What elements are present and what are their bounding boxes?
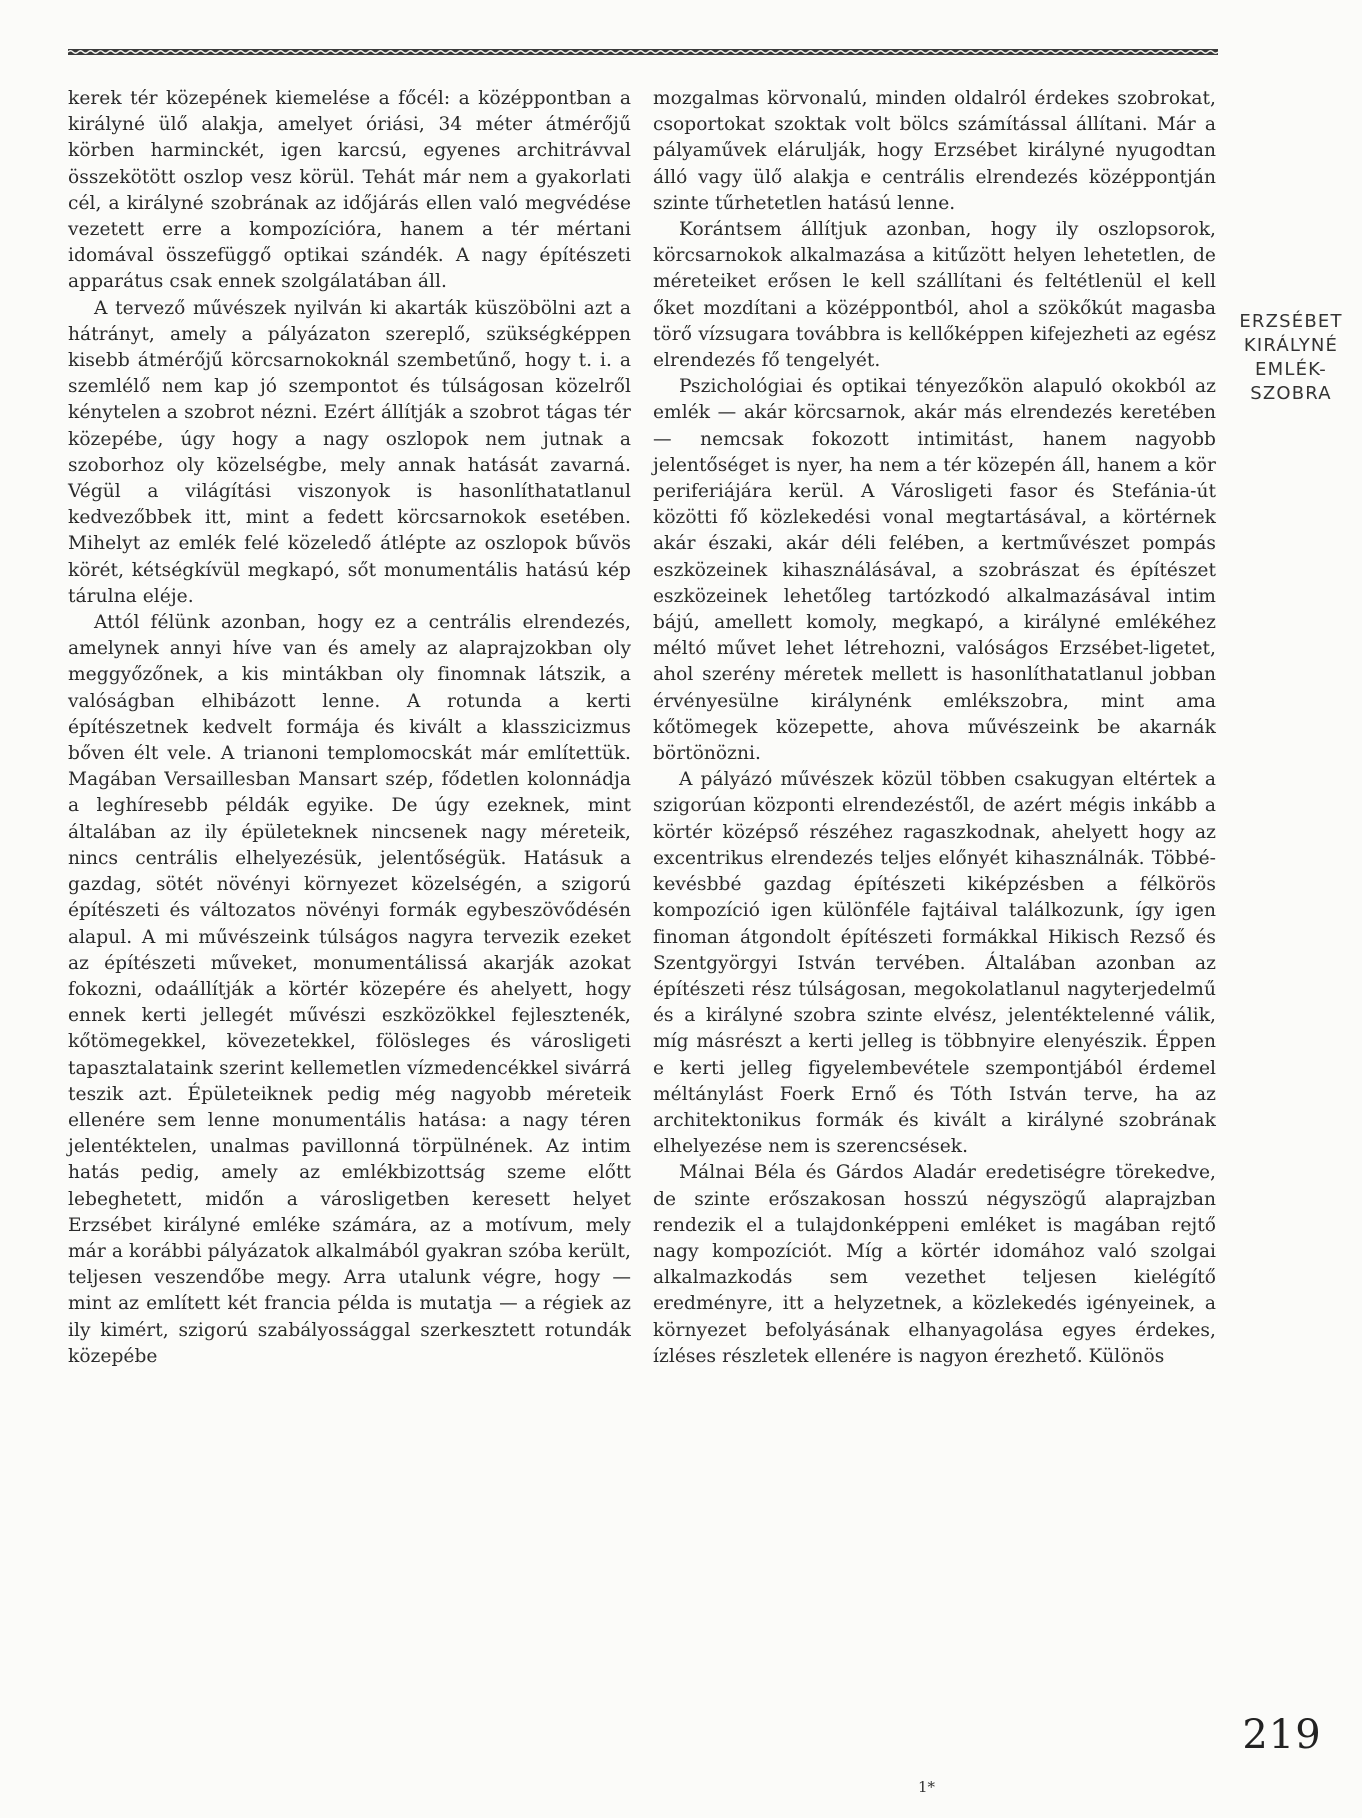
sidenote-line-1: ERZSÉBET (1239, 311, 1343, 332)
sidenote-line-3: EMLÉK- (1255, 359, 1327, 380)
left-paragraph-2: A tervező művészek nyilván ki akarták küszöbölni azt a hátrányt, amely a pályázaton szereplő, szükségképpen kisebb átmérőjű körcsarnokoknál szembetűnő, hogy t. i. a szemlélő nem kap jó szempontot és túlságosan közelről kénytelen a szobrot nézni. Ezért állítják a szobrot tágas tér közepébe, úgy hogy a nagy oszlopok nem jutnak a szoborhoz oly közelségbe, mely annak hatását zavarná. Végül a világítási viszonyok is hasonlíthatatlanul kedvezőbbek itt, mint a fedett körcsarnokok esetében. Mihelyt az emlék felé közeledő átlépte az oszlopok bűvös körét, kétségkívül megkapó, sőt monumentális hatású kép tárulna eléje. (68, 297, 631, 607)
decorative-header-rule (68, 46, 1218, 58)
sidenote-line-2: KIRÁLYNÉ (1243, 335, 1339, 356)
right-paragraph-1: mozgalmas körvonalú, minden oldalról érdekes szobrokat, csoportokat szoktak volt bölcs számítással állítani. Már a pályaművek elárulják, hogy Erzsébet királyné nyugodtan álló vagy ülő alakja e centrális elrendezés középpontján szinte tűrhetetlen hatású lenne. (653, 88, 1216, 214)
margin-sidenote (1226, 310, 1356, 406)
sidenote-line-4: SZOBRA (1250, 383, 1332, 404)
right-paragraph-3: Pszichológiai és optikai tényezőkön alapuló okokból az emlék — akár körcsarnok, akár más elrendezés keretében — nemcsak fokozott intimitást, hanem nagyobb jelentőséget is nyer, ha nem a tér közepén áll, hanem a kör periferiájára kerül. A Városligeti fasor és Stefánia-út közötti fő közlekedési vonal megtartásával, a körtérnek akár északi, akár déli felében, a kertművészet pompás eszközeinek kihasználásával, a szobrászat és építészet eszközeinek lehetőleg tartózkodó alkalmazásával intim bájú, amellett komoly, megkapó, a királyné emlékéhez méltó művet lehet létrehozni, valóságos Erzsébet-ligetet, ahol szerény méretek mellett is hasonlíthatatlanul jobban érvényesülne királynénk emlékszobra, mint ama kőtömegek közepette, ahova művészeink be akarnák börtönözni. (653, 376, 1216, 765)
left-text-column (68, 86, 631, 1370)
page-number: 219 (1242, 1712, 1322, 1758)
right-paragraph-5: Málnai Béla és Gárdos Aladár eredetiségre törekedve, de szinte erőszakosan hosszú négyszögű alaprajzban rendezik el a tulajdonképpeni emléket is magában rejtő nagy kompozíciót. Míg a körtér idomához való szolgai alkalmazkodás sem vezethet teljesen kielégítő eredményre, itt a helyzetnek, a közlekedés igényeinek, a környezet befolyásának elhanyagolása egyes érdekes, ízléses részletek ellenére is nagyon érezhető. Különös (653, 1162, 1216, 1367)
left-paragraph-1: kerek tér közepének kiemelése a főcél: a középpontban a királyné ülő alakja, amelyet óriási, 34 méter átmérőjű körben harminckét, igen karcsú, egyenes architrávval összekötött oszlop vesz körül. Tehát már nem a gyakorlati cél, a királyné szobrának az időjárás ellen való megvédése vezetett erre a kompozícióra, hanem a tér mértani idomával összefüggő optikai szándék. A nagy építészeti apparátus csak ennek szolgálatában áll. (68, 88, 631, 293)
right-paragraph-2: Korántsem állítjuk azonban, hogy ily oszlopsorok, körcsarnokok alkalmazása a kitűzött helyen lehetetlen, de méreteiket erősen le kell szállítani és feltétlenül el kell őket mozdítani a középpontból, ahol a szökőkút magasba törő vízsugara továbbra is kellőképpen kifejezheti az egész elrendezés fő tengelyét. (653, 219, 1216, 372)
printer-signature-mark: 1* (918, 1778, 936, 1796)
left-paragraph-3: Attól félünk azonban, hogy ez a centrális elrendezés, amelynek annyi híve van és amely az alaprajzokban oly meggyőzőnek, a kis mintákban oly finomnak látszik, a valóságban elhibázott lenne. A rotunda a kerti építészetnek kedvelt formája és kivált a klasszicizmus bőven élt vele. A trianoni templomocskát már említettük. Magában Versaillesban Mansart szép, fődetlen kolonnádja a leghíresebb példák egyike. De úgy ezeknek, mint általában az ily épületeknek nincsenek nagy méreteik, nincs centrális elhelyezésük, jelentőségük. Hatásuk a gazdag, sötét növényi környezet közelségén, a szigorú építészeti és változatos növényi formák egybeszövődésén alapul. A mi művészeink túlságos nagyra tervezik ezeket az építészeti műveket, monumentálissá akarják azokat fokozni, odaállítják a körtér közepére és ahelyett, hogy ennek kerti jellegét művészi eszközökkel fejlesztenék, kőtömegekkel, kövezetekkel, fölösleges és városligeti tapasztalataink szerint kellemetlen vízmedencékkel sivárrá teszik azt. Épületeiknek pedig még nagyobb méreteik ellenére sem lenne monumentális hatása: a nagy téren jelentéktelen, unalmas pavillonná törpülnének. Az intim hatás pedig, amely az emlékbizottság szeme előtt lebeghetett, midőn a városligetben keresett helyet Erzsébet királyné emléke számára, az a motívum, mely már a korábbi pályázatok alkalmából gyakran szóba került, teljesen veszendőbe megy. Arra utalunk végre, hogy — mint az említett két francia példa is mutatja — a régiek az ily kimért, szigorú szabályossággal szerkesztett rotundák közepébe (68, 612, 631, 1367)
right-paragraph-4: A pályázó művészek közül többen csakugyan eltértek a szigorúan központi elrendezéstől, de azért mégis inkább a körtér középső részéhez ragaszkodnak, ahelyett hogy az excentrikus elrendezés teljes előnyét kihasználnák. Többé-kevésbbé gazdag építészeti kiképzésben a félkörös kompozíció igen különféle fajtáival találkozunk, így igen finoman átgondolt építészeti formákkal Hikisch Rezső és Szentgyörgyi István tervében. Általában azonban az építészeti rész túlságosan, megokolatlanul nagyterjedelmű és a királyné szobra szinte elvész, jelentéktelenné válik, míg másrészt a kerti jelleg is többnyire elenyészik. Éppen e kerti jelleg figyelembevétele szempontjából érdemel méltánylást Foerk Ernő és Tóth István terve, ha az architektonikus formák és kivált a királyné szobrának elhelyezése nem is szerencsések. (653, 769, 1216, 1158)
right-text-column (653, 86, 1216, 1370)
